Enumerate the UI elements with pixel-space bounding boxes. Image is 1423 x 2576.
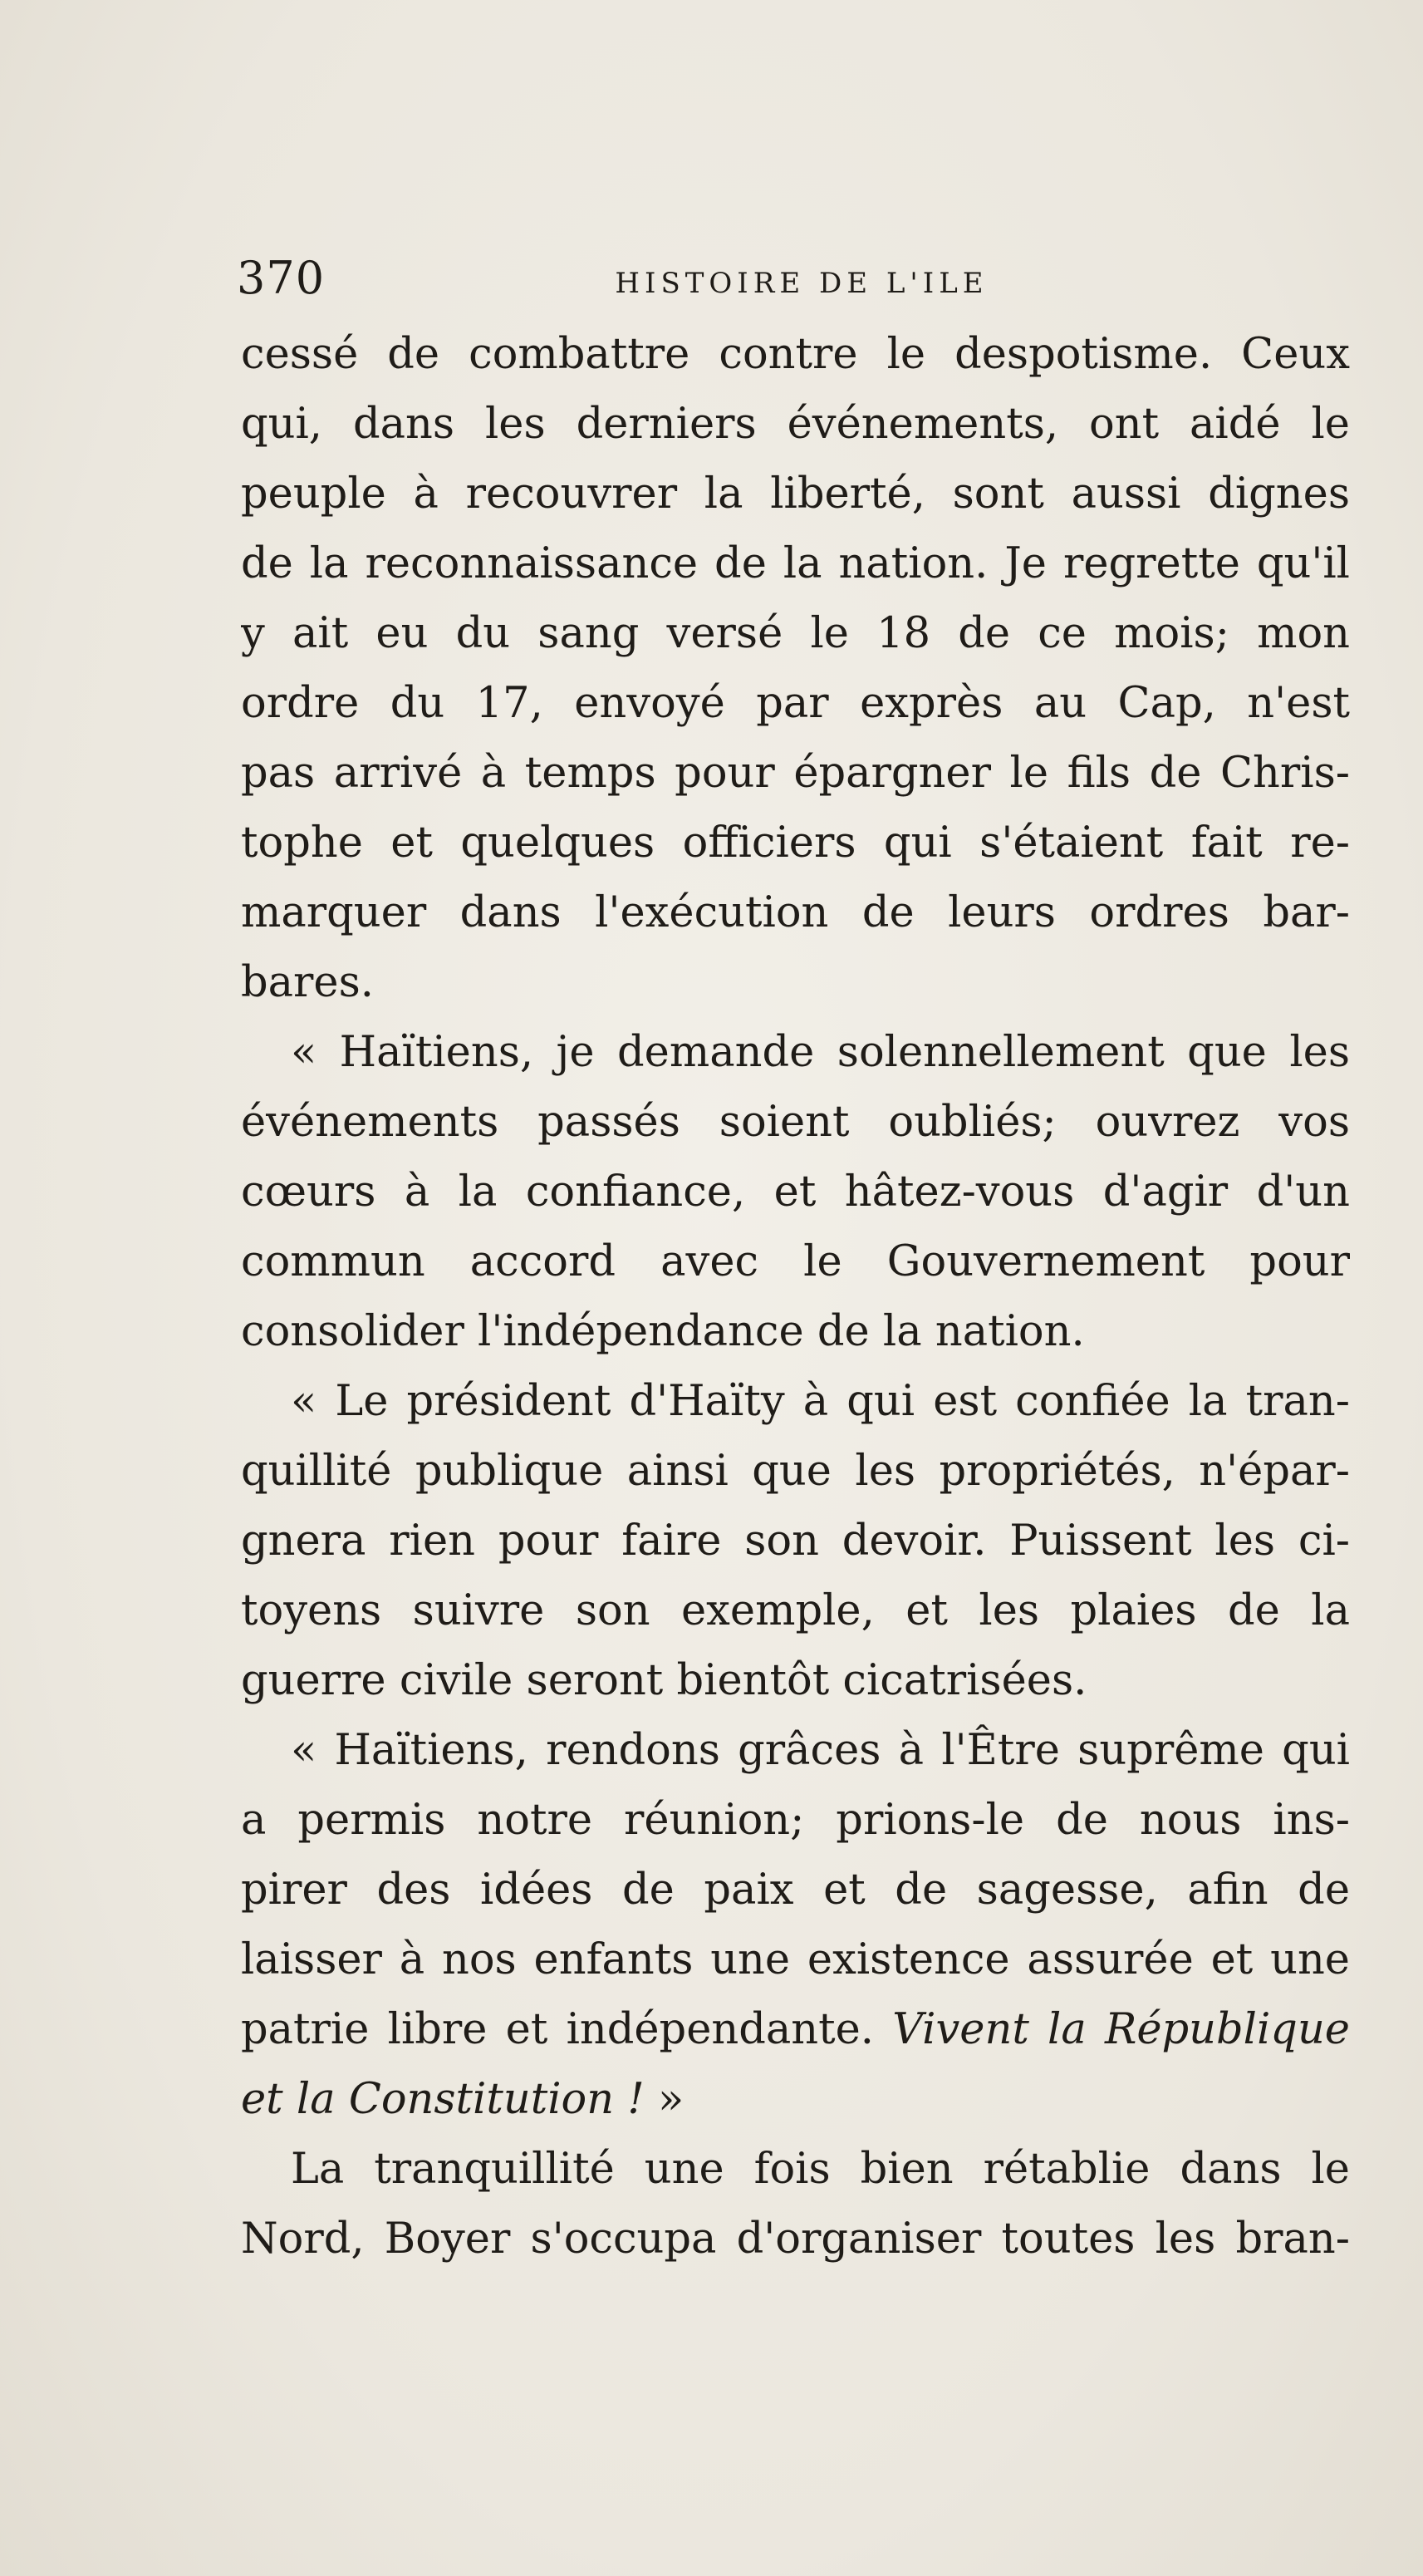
- text-line: de la reconnaissance de la nation. Je regrette qu'il: [241, 539, 1350, 588]
- italic-text: et la Constitution !: [241, 2075, 645, 2124]
- text-line: pas arrivé à temps pour épargner le fils de Chris-: [241, 749, 1350, 798]
- text-line: Nord, Boyer s'occupa d'organiser toutes les bran-: [241, 2215, 1350, 2264]
- text-line: guerre civile seront bientôt cicatrisées.: [241, 1656, 1087, 1705]
- text-line: peuple à recouvrer la liberté, sont aussi dignes: [241, 469, 1350, 519]
- text-line: « Le président d'Haïty à qui est confiée la tran-: [291, 1377, 1350, 1426]
- text-line: La tranquillité une fois bien rétablie dans le: [291, 2145, 1350, 2194]
- text-line: laisser à nos enfants une existence assurée et une: [241, 1935, 1350, 1984]
- text-line: événements passés soient oubliés; ouvrez vos: [241, 1098, 1350, 1147]
- closing-quote: »: [644, 2075, 685, 2124]
- page-number: 370: [237, 252, 326, 304]
- text-segment: patrie libre et indépendante.: [241, 2005, 875, 2054]
- text-line: quillité publique ainsi que les propriétés, n'épar-: [241, 1447, 1350, 1496]
- text-line: commun accord avec le Gouvernement pour: [241, 1237, 1350, 1286]
- text-line-mixed: [241, 2065, 1350, 2135]
- text-line-mixed: [241, 1995, 1350, 2065]
- text-line: qui, dans les derniers événements, ont aidé le: [241, 400, 1350, 449]
- running-head: HISTOIRE DE L'ILE: [615, 267, 989, 300]
- text-line: « Haïtiens, je demande solennellement que les: [291, 1028, 1350, 1077]
- text-line: gnera rien pour faire son devoir. Puissent les ci-: [241, 1517, 1350, 1566]
- text-line: cessé de combattre contre le despotisme. Ceux: [241, 330, 1350, 379]
- text-line: bares.: [241, 958, 374, 1007]
- text-line: marquer dans l'exécution de leurs ordres bar-: [241, 888, 1350, 937]
- text-line: tophe et quelques officiers qui s'étaient fait re-: [241, 819, 1350, 868]
- text-line: pirer des idées de paix et de sagesse, afin de: [241, 1866, 1350, 1915]
- text-line: cœurs à la confiance, et hâtez-vous d'agir d'un: [241, 1168, 1350, 1217]
- text-line: toyens suivre son exemple, et les plaies de la: [241, 1586, 1350, 1635]
- text-line: ordre du 17, envoyé par exprès au Cap, n'est: [241, 679, 1350, 728]
- body-text: [241, 320, 1350, 2274]
- text-line: y ait eu du sang versé le 18 de ce mois; mon: [241, 609, 1350, 658]
- text-line: « Haïtiens, rendons grâces à l'Être suprême qui: [291, 1726, 1350, 1775]
- page-header: [237, 245, 1350, 312]
- text-line: a permis notre réunion; prions-le de nous ins-: [241, 1796, 1350, 1845]
- text-line: consolider l'indépendance de la nation.: [241, 1307, 1085, 1356]
- italic-text: Vivent la République: [892, 2005, 1350, 2054]
